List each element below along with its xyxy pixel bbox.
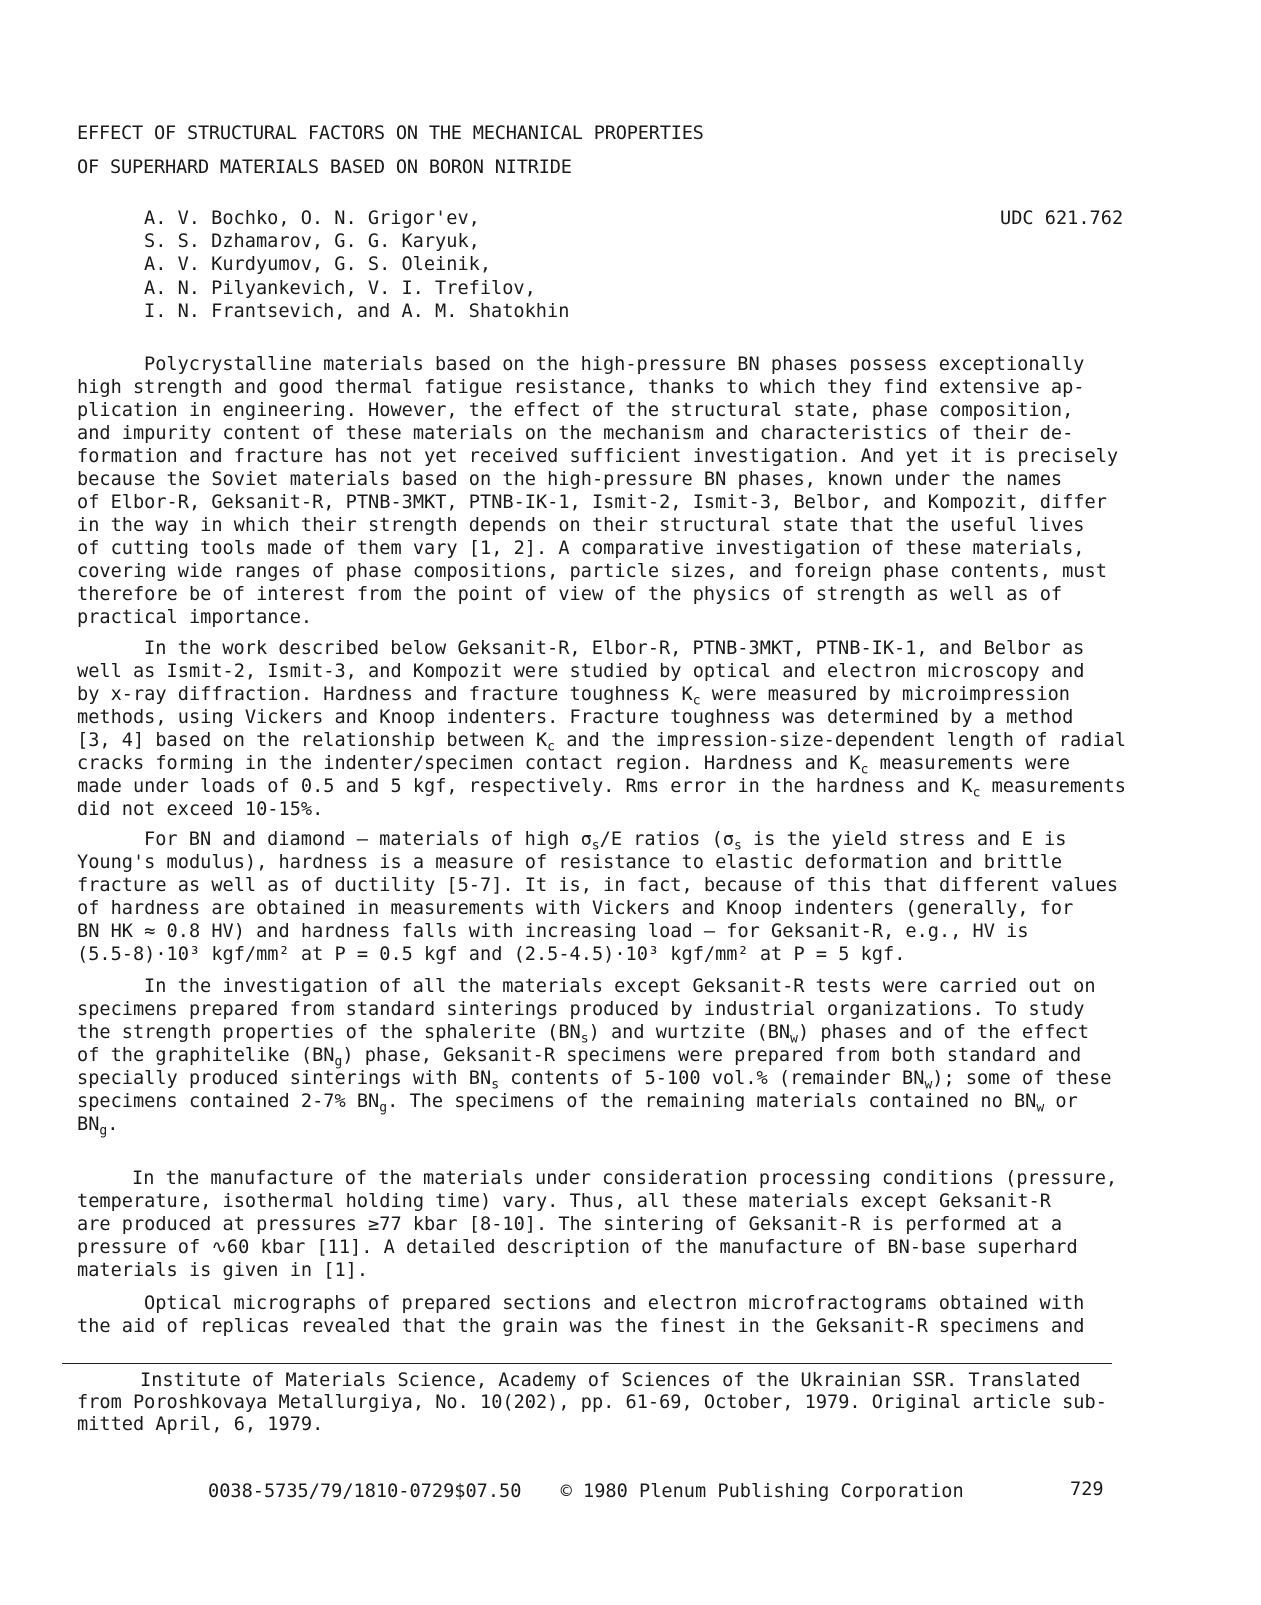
footnote-divider [62, 1363, 1112, 1364]
text-line: BN HK ≈ 0.8 HV) and hardness falls with increasing load — for Geksanit-R, e.g., HV is [77, 921, 1029, 942]
paragraph-methods [77, 637, 1187, 821]
author-list [144, 207, 569, 323]
title-line-2: OF SUPERHARD MATERIALS BASED ON BORON NITRIDE [77, 157, 572, 178]
text-line: In the manufacture of the materials under consideration processing conditions (pressure, [132, 1168, 1118, 1189]
text-line: Optical micrographs of prepared sections and electron microfractograms obtained with [144, 1293, 1085, 1314]
text-line: of Elbor-R, Geksanit-R, PTNB-3MKT, PTNB-IK-1, Ismit-2, Ismit-3, Belbor, and Kompozit, differ [77, 492, 1107, 513]
text-line: therefore be of interest from the point of view of the physics of strength as well as of [77, 584, 1063, 605]
text-line: Polycrystalline materials based on the high-pressure BN phases possess exceptionally [144, 354, 1085, 375]
udc-code: UDC 621.762 [1000, 208, 1124, 229]
text-line: In the investigation of all the materials except Geksanit-R tests were carried out on [144, 976, 1096, 997]
text-line: Young's modulus), hardness is a measure of resistance to elastic deformation and brittle [77, 852, 1063, 873]
text-line: of the graphitelike $(BN_g)$ phase, Geksanit-R specimens were prepared from both standard and [77, 1045, 1082, 1070]
text-line: specially produced sinterings with $BN_s$ contents of 5-100 vol.% (remainder $BN_w$); some of these [77, 1068, 1112, 1093]
page-footer [208, 1480, 964, 1503]
text-line: of hardness are obtained in measurements with Vickers and Knoop indenters (generally, for [77, 898, 1074, 919]
text-line: plication in engineering. However, the effect of the structural state, phase composition, [77, 400, 1074, 421]
text-line: For BN and diamond — materials of high $\sigma_s/E$ ratios ($\sigma_s$ is the yield stress and E is [144, 829, 1067, 854]
paragraph-intro [77, 353, 1187, 629]
publication-code: 0038-5735/79/1810-0729$07.50 [208, 1481, 522, 1502]
text-line: formation and fracture has not yet received sufficient investigation. And yet it is precisely [77, 446, 1119, 467]
text-line: the aid of replicas revealed that the grain was the finest in the Geksanit-R specimens and [77, 1316, 1085, 1337]
text-line: the strength properties of the sphalerite $(BN_s)$ and wurtzite $(BN_w)$ phases and of the effect [77, 1022, 1089, 1047]
author-line: A. V. Kurdyumov, G. S. Oleinik, [144, 254, 492, 276]
paragraph-hardness [77, 828, 1187, 966]
text-line: in the way in which their strength depends on their structural state that the useful lives [77, 515, 1085, 536]
text-line: $BN_g$. [77, 1114, 119, 1139]
text-line: cracks forming in the indenter/specimen contact region. Hardness and $K_c$ measurements were [77, 753, 1070, 778]
author-line: A. V. Bochko, O. N. Grigor'ev, [144, 208, 480, 229]
text-line: because the Soviet materials based on the high-pressure BN phases, known under the names [77, 469, 1063, 490]
text-line: In the work described below Geksanit-R, Elbor-R, PTNB-3MKT, PTNB-IK-1, and Belbor as [144, 638, 1085, 659]
text-line: specimens contained 2-7% $BN_g$. The specimens of the remaining materials contained no $BN_w$ or [77, 1091, 1078, 1116]
paper-title [77, 117, 704, 185]
footnote-line: Institute of Materials Science, Academy of Sciences of the Ukrainian SSR. Translated [140, 1370, 1081, 1391]
author-line: S. S. Dzhamarov, G. G. Karyuk, [144, 231, 480, 253]
author-line: A. N. Pilyankevich, V. I. Trefilov, [144, 277, 536, 299]
text-line: fracture as well as of ductility [5-7]. It is, in fact, because of this that different values [77, 875, 1119, 896]
footnote-line: from Poroshkovaya Metallurgiya, No. 10(202), pp. 61-69, October, 1979. Original article sub- [77, 1392, 1107, 1413]
copyright-notice: © 1980 Plenum Publishing Corporation [560, 1481, 964, 1502]
paragraph-manufacture [77, 1167, 1187, 1282]
text-line: pressure of ∿60 kbar [11]. A detailed description of the manufacture of BN-base superhard [77, 1237, 1078, 1258]
title-line-1: EFFECT OF STRUCTURAL FACTORS ON THE MECHANICAL PROPERTIES [77, 123, 704, 144]
text-line: are produced at pressures ≥77 kbar [8-10]. The sintering of Geksanit-R is performed at a [77, 1214, 1063, 1235]
author-line: I. N. Frantsevich, and A. M. Shatokhin [144, 300, 570, 322]
text-line: and impurity content of these materials on the mechanism and characteristics of their de- [77, 423, 1074, 444]
text-line: did not exceed 10-15%. [77, 799, 324, 820]
paragraph-micrographs [77, 1292, 1187, 1338]
text-line: methods, using Vickers and Knoop indenters. Fracture toughness was determined by a method [77, 707, 1074, 728]
footnote-line: mitted April, 6, 1979. [77, 1414, 324, 1435]
text-line: high strength and good thermal fatigue resistance, thanks to which they find extensive ap- [77, 377, 1085, 398]
text-line: temperature, isothermal holding time) vary. Thus, all these materials except Geksanit-R [77, 1191, 1051, 1212]
text-line: covering wide ranges of phase compositions, particle sizes, and foreign phase contents, must [77, 561, 1107, 582]
text-line: (5.5-8)·10³ kgf/mm² at P = 0.5 kgf and (2.5-4.5)·10³ kgf/mm² at P = 5 kgf. [77, 944, 906, 965]
text-line: [3, 4] based on the relationship between $K_c$ and the impression-size-dependent length of radial [77, 730, 1126, 755]
text-line: specimens prepared from standard sinterings produced by industrial organizations. To study [77, 999, 1085, 1020]
text-line: made under loads of 0.5 and 5 kgf, respectively. Rms error in the hardness and $K_c$ measurements [77, 776, 1126, 801]
text-line: materials is given in [1]. [77, 1260, 369, 1281]
footnote [77, 1370, 1107, 1436]
text-line: practical importance. [77, 607, 313, 628]
page-number: 729 [1070, 1479, 1104, 1500]
text-line: of cutting tools made of them vary [1, 2]. A comparative investigation of these materials, [77, 538, 1085, 559]
text-line: well as Ismit-2, Ismit-3, and Kompozit were studied by optical and electron microscopy and [77, 661, 1085, 682]
text-line: by x-ray diffraction. Hardness and fracture toughness $K_c$ were measured by microimpression [77, 684, 1070, 709]
paragraph-specimens [77, 975, 1187, 1139]
